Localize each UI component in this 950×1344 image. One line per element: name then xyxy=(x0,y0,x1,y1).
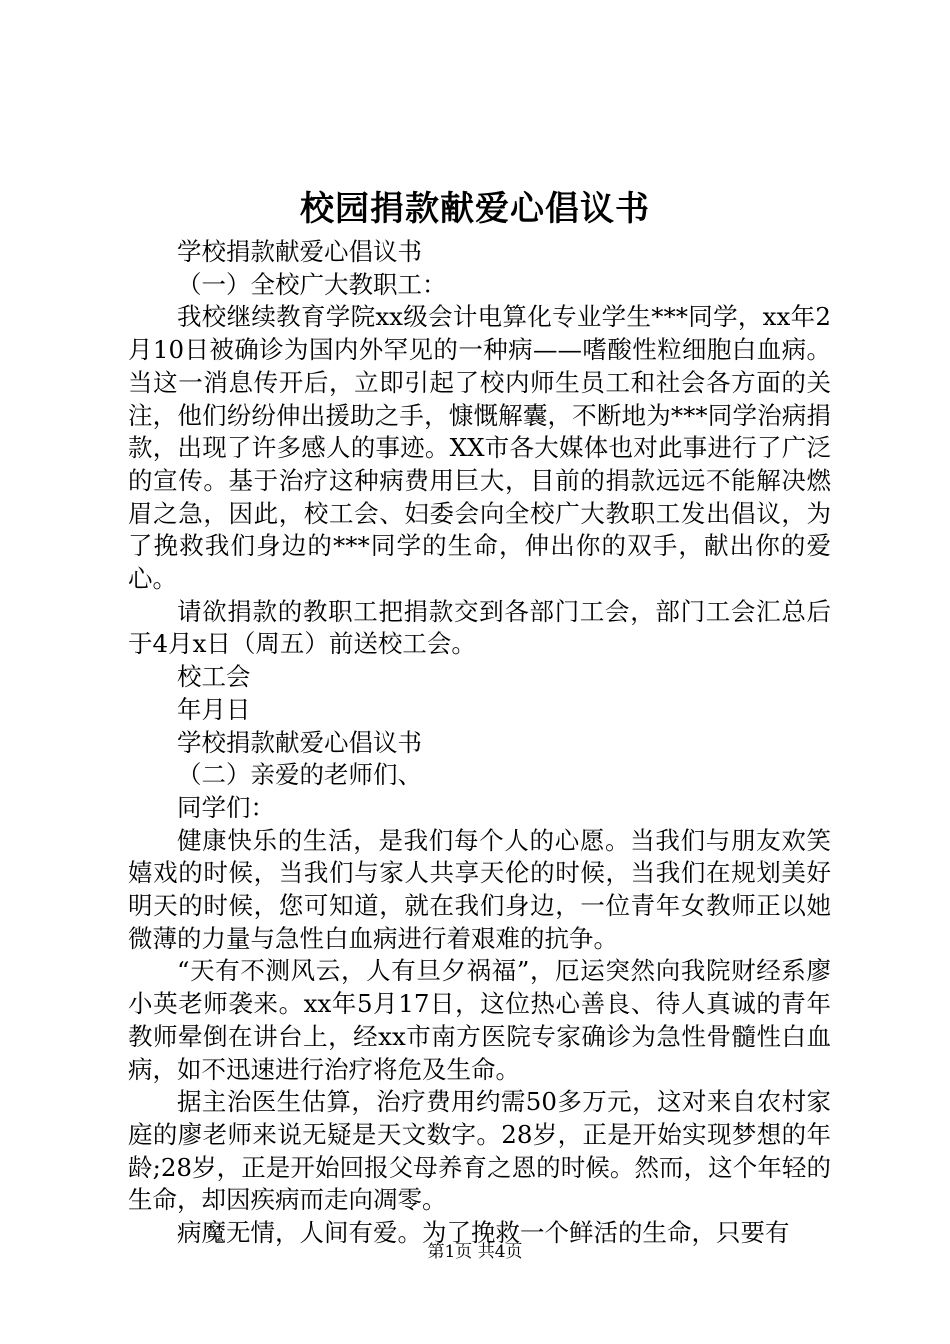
paragraph: 同学们： xyxy=(177,792,275,822)
paragraph: 校工会 xyxy=(177,662,251,692)
document-body xyxy=(128,236,831,1250)
paragraph: 学校捐款献爱心倡议书 xyxy=(177,727,422,757)
document-title: 校园捐款献爱心倡议书 xyxy=(300,189,650,229)
paragraph: 年月日 xyxy=(177,694,251,724)
paragraph: “天有不测风云，人有旦夕祸福”，厄运突然向我院财经系廖小英老师袭来。xx年5月17日，这位热心善良、待人真诚的青年教师晕倒在讲台上，经xx市南方医院专家确诊为急性骨髓性白血病，如不迅速进行治疗将危及生命。 xyxy=(128,956,831,1084)
paragraph: 健康快乐的生活，是我们每个人的心愿。当我们与朋友欢笑嬉戏的时候，当我们与家人共享天伦的时候，当我们在规划美好明天的时候，您可知道，就在我们身边，一位青年女教师正以她微薄的力量与急性白血病进行着艰难的抗争。 xyxy=(128,825,831,953)
page-total: 共4页 xyxy=(477,1242,523,1262)
paragraph: 请欲捐款的教职工把捐款交到各部门工会，部门工会汇总后于4月x日（周五）前送校工会。 xyxy=(128,596,831,659)
paragraph: 病魔无情，人间有爱。为了挽救一个鲜活的生命，只要有 xyxy=(177,1218,790,1248)
paragraph: 我校继续教育学院xx级会计电算化专业学生***同学，xx年2月10日被确诊为国内外罕见的一种病——嗜酸性粒细胞白血病。当这一消息传开后，立即引起了校内师生员工和社会各方面的关注，他们纷纷伸出援助之手，慷慨解囊，不断地为***同学治病捐款，出现了许多感人的事迹。XX市各大媒体也对此事进行了广泛的宣传。基于治疗这种病费用巨大，目前的捐款远远不能解决燃眉之急，因此，校工会、妇委会向全校广大教职工发出倡议，为了挽救我们身边的***同学的生命，伸出你的双手，献出你的爱心。 xyxy=(128,302,831,594)
paragraph: （二）亲爱的老师们、 xyxy=(177,760,422,790)
page-footer xyxy=(0,1240,950,1264)
page-number: 第1页 xyxy=(427,1242,473,1262)
paragraph: 据主治医生估算，治疗费用约需50多万元，这对来自农村家庭的廖老师来说无疑是天文数字。28岁，正是开始实现梦想的年龄;28岁，正是开始回报父母养育之恩的时候。然而，这个年轻的生命，却因疾病而走向凋零。 xyxy=(128,1087,831,1215)
paragraph: （一）全校广大教职工： xyxy=(177,269,447,299)
paragraph: 学校捐款献爱心倡议书 xyxy=(177,237,422,266)
